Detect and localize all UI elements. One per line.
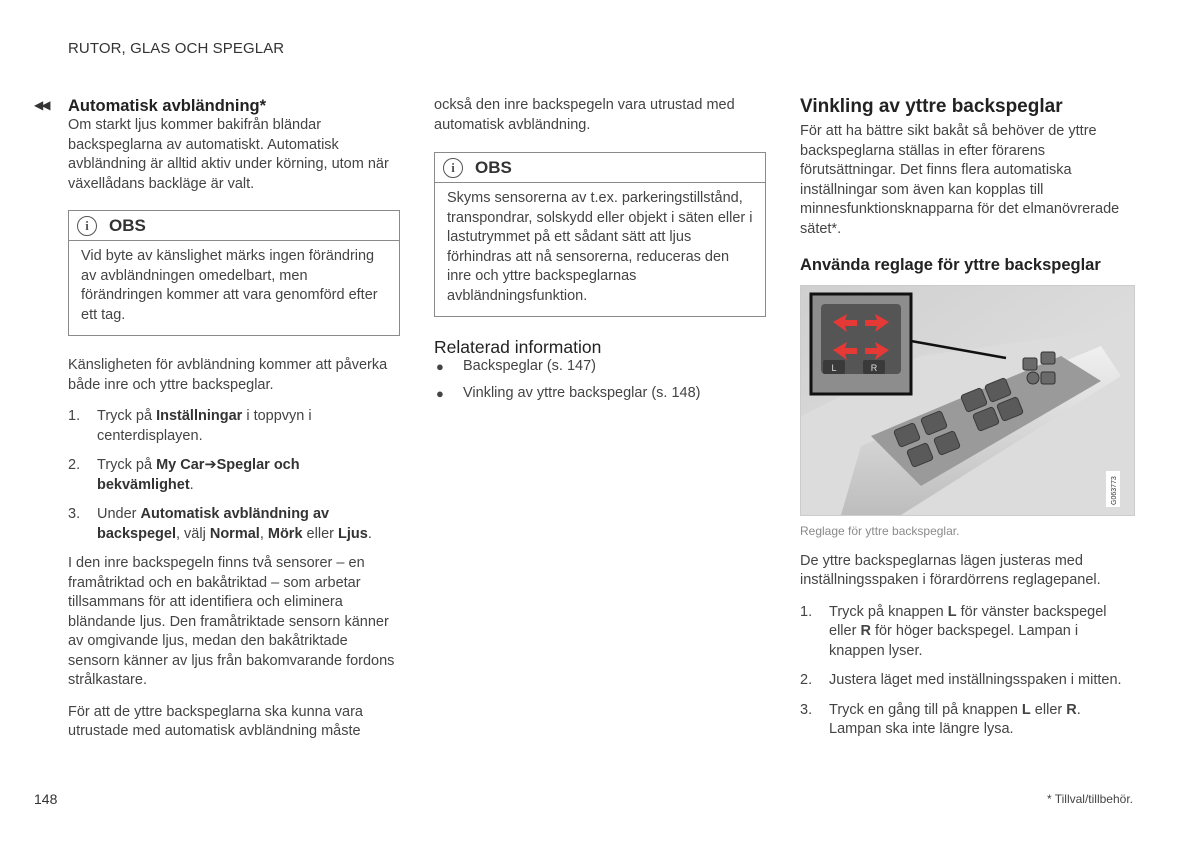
button-label-l: L <box>1021 701 1031 718</box>
step-text: , välj <box>176 525 210 542</box>
step-text: . <box>367 525 372 542</box>
sensitivity-paragraph: Känsligheten för avbländning kommer att påverka både inre och yttre backspeglar. <box>68 357 388 393</box>
option-dark: Mörk <box>267 525 303 542</box>
obs-title: OBS <box>109 216 146 236</box>
obs-text: Vid byte av känslighet märks ingen förändring av avbländningen omedelbart, men förändringen kommer att vara genomförd efter ett tag. <box>81 248 378 323</box>
obs-note-box <box>68 210 400 336</box>
step-text: för vänster backspegel eller <box>829 603 1107 639</box>
chapter-header: RUTOR, GLAS OCH SPEGLAR <box>68 40 285 57</box>
right-mirror-button: R <box>870 363 878 373</box>
step-text: i toppvyn i centerdisplayen. <box>97 408 312 444</box>
step-number: 1. <box>800 603 813 620</box>
subheading-controls: Använda reglage för yttre backspeglar <box>800 256 1101 274</box>
step-text: Tryck på knappen <box>829 603 948 620</box>
related-link[interactable]: Backspeglar (s. 147) <box>463 358 596 374</box>
list-item <box>800 603 1133 662</box>
step-text: Under <box>97 506 141 522</box>
steps-list <box>68 407 400 544</box>
step-text: , <box>259 525 268 542</box>
list-item <box>800 671 1133 691</box>
button-label-l: L <box>947 603 957 620</box>
adjust-paragraph: De yttre backspeglarnas lägen justeras med inställningsspaken i förardörrens reglagepanel. <box>800 552 1101 588</box>
step-text: Tryck på <box>97 408 157 424</box>
list-item <box>68 505 400 544</box>
steps-list <box>800 603 1133 740</box>
menu-reference: My Car <box>156 457 205 473</box>
step-text: eller <box>1030 701 1067 718</box>
related-link[interactable]: Vinkling av yttre backspeglar (s. 148) <box>463 384 701 401</box>
button-label-r: R <box>860 623 871 639</box>
bullet-icon: ● <box>436 385 444 401</box>
column-1 <box>68 96 400 742</box>
menu-reference: Automatisk avbländning av backspegel <box>97 506 330 542</box>
intro-paragraph: Om starkt ljus kommer bakifrån bländar backspeglarna av automatiskt. Automatisk avbländning är alltid aktiv under körning, utom när växellådans backläge är valt. <box>68 117 389 192</box>
column-2 <box>434 96 766 410</box>
footnote: * Tillval/tillbehör. <box>1046 792 1133 806</box>
door-panel-illustration <box>801 286 1134 515</box>
step-text: . Lampan ska inte längre lysa. <box>829 701 1081 737</box>
menu-reference: Inställningar <box>156 408 243 424</box>
page-number: 148 <box>34 791 58 807</box>
obs-header <box>69 211 399 241</box>
obs-header <box>435 153 765 183</box>
related-heading: Relaterad information <box>434 337 602 357</box>
step-number: 3. <box>68 506 81 522</box>
list-item[interactable] <box>434 357 766 377</box>
continuation-paragraph: också den inre backspegeln vara utrustad med automatisk avbländning. <box>434 97 735 133</box>
back-arrows-icon[interactable]: ◀◀ <box>34 98 49 112</box>
menu-reference: Speglar och bekvämlighet <box>97 457 300 493</box>
obs-text: Skyms sensorerna av t.ex. parkeringstillstånd, transpondrar, solskydd eller objekt i säten eller i lastutrymmet på ett sådant sätt att ljus förhindras att nå sensorerna, reduceras den inre och yttre backspeglarnas avbländningsfunktion. <box>447 190 753 304</box>
left-mirror-button: L <box>831 363 837 373</box>
arrow-right-icon: ➔ <box>204 457 217 473</box>
step-number: 3. <box>800 701 813 718</box>
image-code: G063773 <box>1111 476 1118 505</box>
list-item <box>68 456 400 495</box>
sensors-paragraph: I den inre backspegeln finns två sensorer – en framåtriktad och en bakåtriktad – som arbetar tillsammans för att identifiera och eliminera bländande ljus. Den framåtriktade sensorn känner av omgivande ljus, medan den bakåtriktade sensorn känner av ljus från bakomvarande fordons strålkastare. <box>68 555 395 688</box>
option-light: Ljus <box>338 525 368 542</box>
column-3 <box>800 96 1133 750</box>
step-number: 2. <box>800 672 813 688</box>
button-label-r: R <box>1066 701 1077 718</box>
mirror-controls-figure <box>800 285 1135 516</box>
step-text: för höger backspegel. Lampan i knappen lyser. <box>829 623 1079 659</box>
list-item <box>68 407 400 446</box>
step-text: Tryck en gång till på knappen <box>829 701 1022 718</box>
step-text: eller <box>302 525 338 542</box>
obs-note-box <box>434 152 766 317</box>
step-text: . <box>189 476 194 493</box>
outer-mirrors-paragraph: För att de yttre backspeglarna ska kunna vara utrustade med automatisk avbländning måste <box>68 703 363 739</box>
step-text: Tryck på <box>97 457 157 473</box>
list-item[interactable] <box>434 384 766 404</box>
section-heading-auto-dimming: Automatisk avbländning* <box>68 97 267 115</box>
section-heading-mirror-angle: Vinkling av yttre backspeglar <box>800 96 1063 117</box>
obs-title: OBS <box>475 158 512 178</box>
info-icon: i <box>443 158 463 178</box>
figure-caption: Reglage för yttre backspeglar. <box>800 524 960 538</box>
info-icon: i <box>77 216 97 236</box>
intro-paragraph: För att ha bättre sikt bakåt så behöver de yttre backspeglarna ställas in efter förarens förutsättningar. Det finns flera automatiska inställningar som även kan kopplas till minnesfunktionsknapparna för det elmanövrerade sätet*. <box>800 123 1120 237</box>
step-number: 1. <box>68 408 81 424</box>
bullet-icon: ● <box>436 359 444 374</box>
list-item <box>800 701 1133 740</box>
related-list <box>434 357 766 403</box>
step-text: Justera läget med inställningsspaken i mitten. <box>829 672 1122 688</box>
step-number: 2. <box>68 457 81 473</box>
option-normal: Normal <box>209 525 260 542</box>
